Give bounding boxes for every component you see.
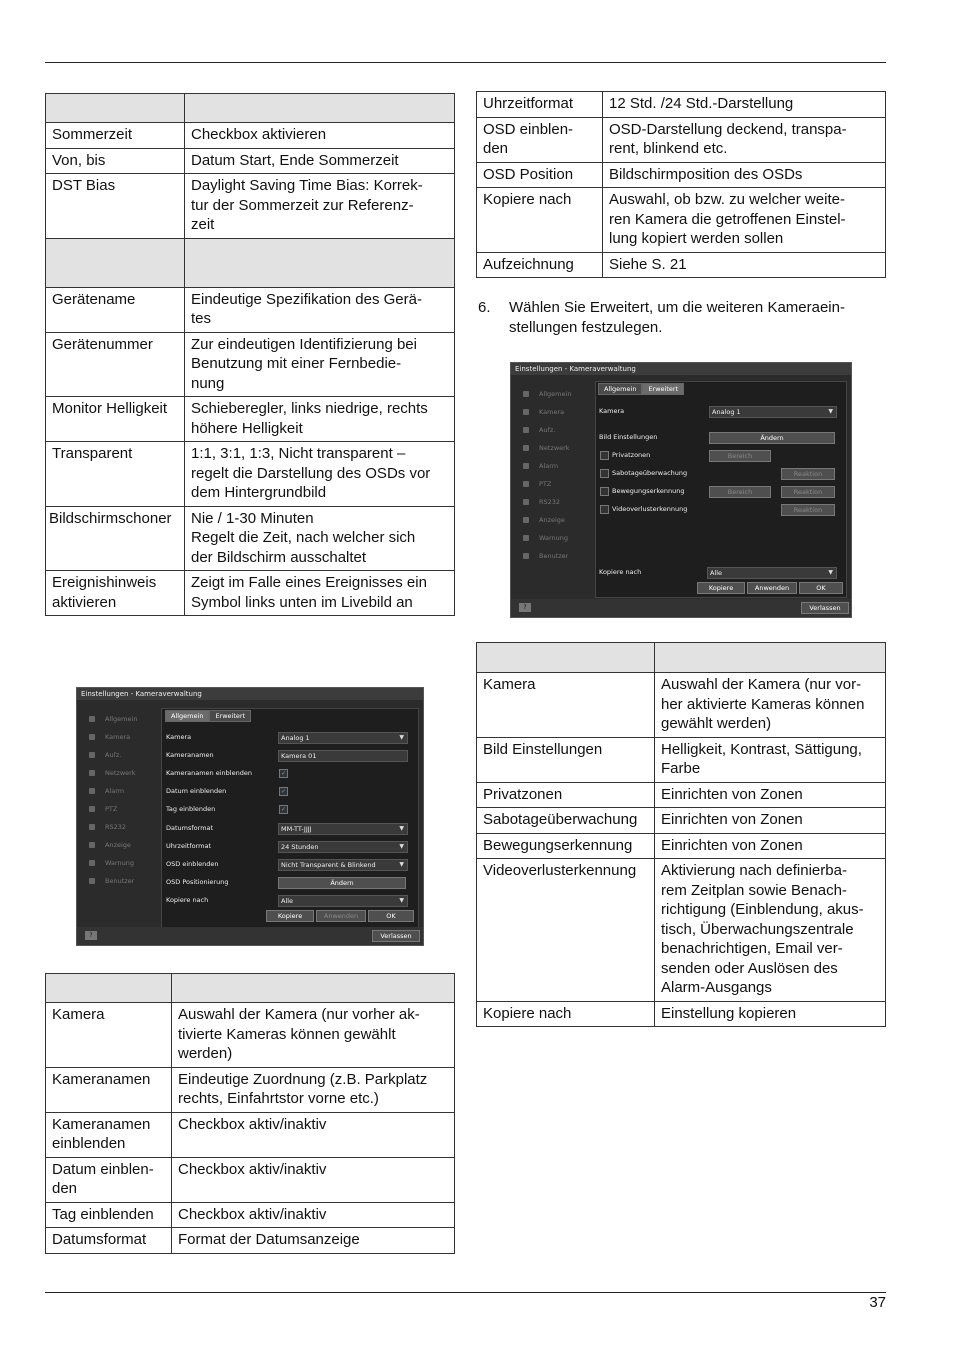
tab-general[interactable]: Allgemein	[598, 383, 642, 395]
cell-label: Monitor Helligkeit	[46, 397, 185, 442]
label-camera: Kamera	[599, 407, 625, 415]
tab-bar	[598, 383, 684, 395]
table-row	[46, 287, 455, 332]
table-row	[46, 1112, 455, 1157]
table-row	[46, 174, 455, 239]
label-camera: Kamera	[166, 733, 192, 741]
cell-label: Kameranamen	[46, 1067, 172, 1112]
table-row	[477, 737, 886, 782]
table-header-row	[46, 94, 455, 123]
privacy-area-button[interactable]: Bereich	[709, 450, 771, 462]
table-row	[46, 397, 455, 442]
ok-button[interactable]: OK	[799, 582, 843, 594]
cell-desc: Datum Start, Ende Sommerzeit	[185, 148, 455, 174]
tab-general[interactable]: Allgemein	[165, 710, 209, 722]
cell-desc: Siehe S. 21	[603, 252, 886, 278]
sidebar-item[interactable]: Alarm	[513, 457, 591, 475]
table-row	[46, 1202, 455, 1228]
cell-label: Kameranamen einblenden	[46, 1112, 172, 1157]
cell-desc: Einrichten von Zonen	[655, 782, 886, 808]
table-row	[477, 92, 886, 118]
sidebar-item[interactable]: Netzwerk	[513, 439, 591, 457]
table-system-settings	[45, 93, 455, 616]
table-row	[477, 188, 886, 253]
cell-desc: Checkbox aktiv/inaktiv	[172, 1157, 455, 1202]
cell-desc: Aktivierung nach definierba- rem Zeitplan sowie Benach- richtigung (Einblendung, akus- tisch, Überwachungszentrale benachrichtigen, Email ver- senden oder Auslösen des Alarm-Ausgangs	[655, 859, 886, 1002]
label-show-camera-name: Kameranamen einblenden	[166, 769, 252, 777]
motion-checkbox[interactable]	[600, 487, 609, 496]
camera-select[interactable]: Analog 1 ▼	[709, 406, 837, 418]
label-image-settings: Bild Einstellungen	[599, 433, 658, 441]
cell-desc: Auswahl der Kamera (nur vor- her aktivierte Kameras können gewählt werden)	[655, 673, 886, 738]
copy-to-select[interactable]: Alle ▼	[707, 567, 837, 579]
cell-label: Kopiere nach	[477, 1001, 655, 1027]
label-show-day: Tag einblenden	[166, 805, 216, 813]
sidebar-item[interactable]: PTZ	[79, 800, 157, 818]
cell-desc: Einstellung kopieren	[655, 1001, 886, 1027]
table-row	[46, 442, 455, 507]
cell-label: Bildschirmschoner	[46, 506, 185, 571]
cell-label: Videoverlusterkennung	[477, 859, 655, 1002]
cell-desc: Nie / 1-30 Minuten Regelt die Zeit, nach welcher sich der Bildschirm ausschaltet	[185, 506, 455, 571]
show-camera-name-checkbox[interactable]: ✓	[280, 770, 287, 777]
copy-button[interactable]: Kopiere	[697, 582, 745, 594]
sidebar-item[interactable]: Netzwerk	[79, 764, 157, 782]
cell-desc: Daylight Saving Time Bias: Korrek- tur der Sommerzeit zur Referenz- zeit	[185, 174, 455, 239]
table-row	[477, 859, 886, 1002]
sidebar-menu	[79, 710, 157, 890]
sidebar-item[interactable]: Alarm	[79, 782, 157, 800]
tab-advanced[interactable]: Erweitert	[642, 383, 684, 395]
table-row	[46, 1157, 455, 1202]
camera-name-input[interactable]: Kamera 01	[278, 750, 408, 762]
cell-desc: OSD-Darstellung deckend, transpa- rent, blinkend etc.	[603, 117, 886, 162]
apply-button[interactable]: Anwenden	[316, 910, 366, 922]
cell-label: Tag einblenden	[46, 1202, 172, 1228]
show-date-checkbox[interactable]: ✓	[280, 788, 287, 795]
sidebar-item[interactable]: Anzeige	[79, 836, 157, 854]
cell-label: Sabotageüberwachung	[477, 808, 655, 834]
table-row	[477, 833, 886, 859]
window-title: Einstellungen - Kameraverwaltung	[77, 688, 423, 700]
tamper-reaction-button[interactable]: Reaktion	[781, 468, 835, 480]
osd-select[interactable]: Nicht Transparent & Blinkend ▼	[278, 859, 408, 871]
cell-label: Ereignishinweis aktivieren	[46, 571, 185, 616]
cell-label: Uhrzeitformat	[477, 92, 603, 118]
table-row	[46, 123, 455, 149]
cell-desc: Schieberegler, links niedrige, rechts höhere Helligkeit	[185, 397, 455, 442]
video-loss-checkbox[interactable]	[600, 505, 609, 514]
table-row	[46, 506, 455, 571]
table-row	[477, 808, 886, 834]
screenshot-camera-advanced	[510, 362, 852, 618]
label-copy-to: Kopiere nach	[599, 568, 642, 576]
label-osd: OSD einblenden	[166, 860, 219, 868]
table-row	[46, 148, 455, 174]
time-format-select[interactable]: 24 Stunden ▼	[278, 841, 408, 853]
step-text: Wählen Sie Erweitert, um die weiteren Kameraein- stellungen festzulegen.	[509, 299, 845, 336]
exit-button[interactable]: Verlassen	[372, 930, 420, 942]
show-day-checkbox[interactable]: ✓	[280, 806, 287, 813]
sidebar-item[interactable]: RS232	[79, 818, 157, 836]
copy-to-select[interactable]: Alle ▼	[278, 895, 408, 907]
privacy-zones-checkbox[interactable]	[600, 451, 609, 460]
tab-bar	[165, 710, 251, 722]
table-row	[477, 252, 886, 278]
sidebar-menu	[513, 385, 591, 565]
cell-desc: Einrichten von Zonen	[655, 808, 886, 834]
screenshot-camera-general	[76, 687, 424, 946]
label-video-loss: Videoverlusterkennung	[612, 505, 688, 513]
table-camera-advanced	[476, 642, 886, 1027]
cell-label: Bild Einstellungen	[477, 737, 655, 782]
table-row	[477, 117, 886, 162]
label-tamper: Sabotageüberwachung	[612, 469, 688, 477]
cell-label: Transparent	[46, 442, 185, 507]
window-title: Einstellungen - Kameraverwaltung	[511, 363, 851, 375]
cell-desc: Eindeutige Zuordnung (z.B. Parkplatz rechts, Einfahrtstor vorne etc.)	[172, 1067, 455, 1112]
cell-label: Bewegungserkennung	[477, 833, 655, 859]
table-row	[477, 162, 886, 188]
cell-label: Sommerzeit	[46, 123, 185, 149]
sidebar-item[interactable]: Warnung	[79, 854, 157, 872]
sidebar-item[interactable]: Benutzer	[513, 547, 591, 565]
cell-label: Gerätenummer	[46, 332, 185, 397]
tamper-checkbox[interactable]	[600, 469, 609, 478]
cell-desc: Zeigt im Falle eines Ereignisses ein Symbol links unten im Livebild an	[185, 571, 455, 616]
cell-desc: Checkbox aktiv/inaktiv	[172, 1112, 455, 1157]
table-row	[46, 332, 455, 397]
sidebar-item[interactable]: Anzeige	[513, 511, 591, 529]
table-row	[46, 1067, 455, 1112]
cell-desc: Bildschirmposition des OSDs	[603, 162, 886, 188]
cell-label: DST Bias	[46, 174, 185, 239]
top-rule	[45, 62, 886, 63]
table-row	[46, 1003, 455, 1068]
sidebar-item[interactable]: Benutzer	[79, 872, 157, 890]
label-time-format: Uhrzeitformat	[166, 842, 212, 850]
date-format-select[interactable]: MM-TT-JJJJ ▼	[278, 823, 408, 835]
table-header-row	[46, 238, 455, 287]
cell-desc: Auswahl der Kamera (nur vorher ak- tivierte Kameras können gewählt werden)	[172, 1003, 455, 1068]
cell-desc: Eindeutige Spezifikation des Gerä- tes	[185, 287, 455, 332]
cell-label: Gerätename	[46, 287, 185, 332]
cell-label: OSD einblen- den	[477, 117, 603, 162]
table-row	[477, 1001, 886, 1027]
tab-advanced[interactable]: Erweitert	[209, 710, 251, 722]
table-row	[477, 782, 886, 808]
motion-area-button[interactable]: Bereich	[709, 486, 771, 498]
cell-label: Aufzeichnung	[477, 252, 603, 278]
cell-desc: Format der Datumsanzeige	[172, 1228, 455, 1254]
cell-label: Kamera	[46, 1003, 172, 1068]
table-header-row	[477, 643, 886, 673]
label-copy-to: Kopiere nach	[166, 896, 209, 904]
label-privacy-zones: Privatzonen	[612, 451, 651, 459]
window-footer	[77, 927, 423, 945]
cell-desc: Einrichten von Zonen	[655, 833, 886, 859]
label-show-date: Datum einblenden	[166, 787, 227, 795]
sidebar-item[interactable]: Aufz.	[79, 746, 157, 764]
table-row	[46, 1228, 455, 1254]
osd-position-button[interactable]: Ändern	[278, 877, 406, 889]
cell-label: Privatzonen	[477, 782, 655, 808]
cell-desc: 1:1, 3:1, 1:3, Nicht transparent – regelt die Darstellung des OSDs vor dem Hintergrundbild	[185, 442, 455, 507]
window-footer	[511, 599, 851, 617]
table-row	[46, 571, 455, 616]
table-osd-settings	[476, 91, 886, 278]
cell-label: Von, bis	[46, 148, 185, 174]
sidebar-item[interactable]: Kamera	[79, 728, 157, 746]
cell-desc: Checkbox aktiv/inaktiv	[172, 1202, 455, 1228]
table-header-row	[46, 974, 455, 1003]
exit-button[interactable]: Verlassen	[801, 602, 849, 614]
sidebar-item[interactable]: RS232	[513, 493, 591, 511]
cell-label: Kamera	[477, 673, 655, 738]
cell-label: Kopiere nach	[477, 188, 603, 253]
motion-reaction-button[interactable]: Reaktion	[781, 486, 835, 498]
sidebar-item[interactable]: Allgemein	[79, 710, 157, 728]
video-loss-reaction-button[interactable]: Reaktion	[781, 504, 835, 516]
sidebar-item[interactable]: PTZ	[513, 475, 591, 493]
label-date-format: Datumsformat	[166, 824, 214, 832]
copy-button[interactable]: Kopiere	[266, 910, 314, 922]
cell-desc: Zur eindeutigen Identifizierung bei Benutzung mit einer Fernbedie- nung	[185, 332, 455, 397]
camera-select[interactable]: Analog 1 ▼	[278, 732, 408, 744]
bottom-rule	[45, 1292, 886, 1293]
table-row	[477, 673, 886, 738]
cell-label: Datum einblen- den	[46, 1157, 172, 1202]
help-icon[interactable]: ?	[85, 931, 97, 940]
sidebar-item[interactable]: Aufz.	[513, 421, 591, 439]
cell-desc: 12 Std. /24 Std.-Darstellung	[603, 92, 886, 118]
table-camera-general	[45, 973, 455, 1254]
label-osd-position: OSD Positionierung	[166, 878, 229, 886]
cell-desc: Helligkeit, Kontrast, Sättigung, Farbe	[655, 737, 886, 782]
label-camera-name: Kameranamen	[166, 751, 214, 759]
image-settings-button[interactable]: Ändern	[709, 432, 835, 444]
label-motion: Bewegungserkennung	[612, 487, 685, 495]
cell-desc: Checkbox aktivieren	[185, 123, 455, 149]
cell-label: OSD Position	[477, 162, 603, 188]
cell-desc: Auswahl, ob bzw. zu welcher weite- ren Kamera die getroffenen Einstel- lung kopiert werden sollen	[603, 188, 886, 253]
apply-button[interactable]: Anwenden	[747, 582, 797, 594]
page-number: 37	[869, 1294, 886, 1311]
ok-button[interactable]: OK	[368, 910, 414, 922]
sidebar-item[interactable]: Allgemein	[513, 385, 591, 403]
sidebar-item[interactable]: Warnung	[513, 529, 591, 547]
help-icon[interactable]: ?	[519, 603, 531, 612]
step-number: 6.	[478, 299, 491, 316]
cell-label: Datumsformat	[46, 1228, 172, 1254]
sidebar-item[interactable]: Kamera	[513, 403, 591, 421]
